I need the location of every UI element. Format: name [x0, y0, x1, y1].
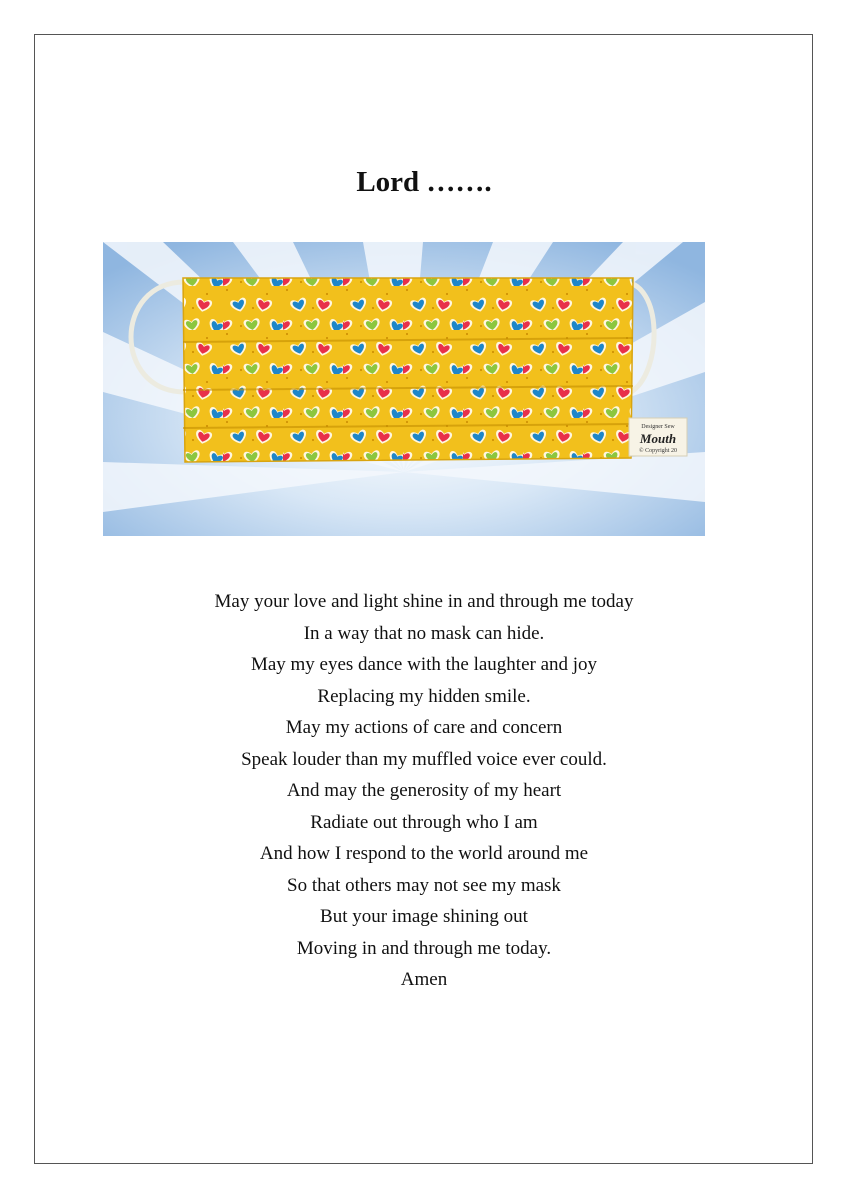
- page-title: Lord …….: [356, 166, 492, 198]
- poem-line: Radiate out through who I am: [310, 811, 538, 833]
- svg-text:© Copyright 20: © Copyright 20: [639, 448, 677, 454]
- poem-line: May my actions of care and concern: [285, 717, 563, 738]
- poem-line: And may the generosity of my heart: [286, 780, 562, 801]
- mask-body: [183, 278, 633, 462]
- poem-line: In a way that no mask can hide.: [303, 622, 545, 644]
- svg-text:Mouth: Mouth: [639, 431, 677, 446]
- poem: [0, 586, 848, 996]
- poem-closing: Amen: [400, 969, 448, 990]
- mask-photo: [103, 242, 705, 536]
- poem-line: Replacing my hidden smile.: [317, 685, 531, 707]
- poem-line: May your love and light shine in and through me today: [214, 591, 634, 612]
- poem-line: And how I respond to the world around me: [259, 843, 589, 864]
- poem-line: Speak louder than my muffled voice ever could.: [241, 748, 607, 770]
- mask-label-tag: [629, 418, 687, 456]
- poem-line: So that others may not see my mask: [287, 874, 561, 896]
- poem-line: But your image shining out: [320, 906, 528, 927]
- poem-line: May my eyes dance with the laughter and joy: [250, 654, 598, 675]
- svg-text:Designer Sew: Designer Sew: [641, 424, 675, 430]
- poem-line: Moving in and through me today.: [296, 937, 552, 959]
